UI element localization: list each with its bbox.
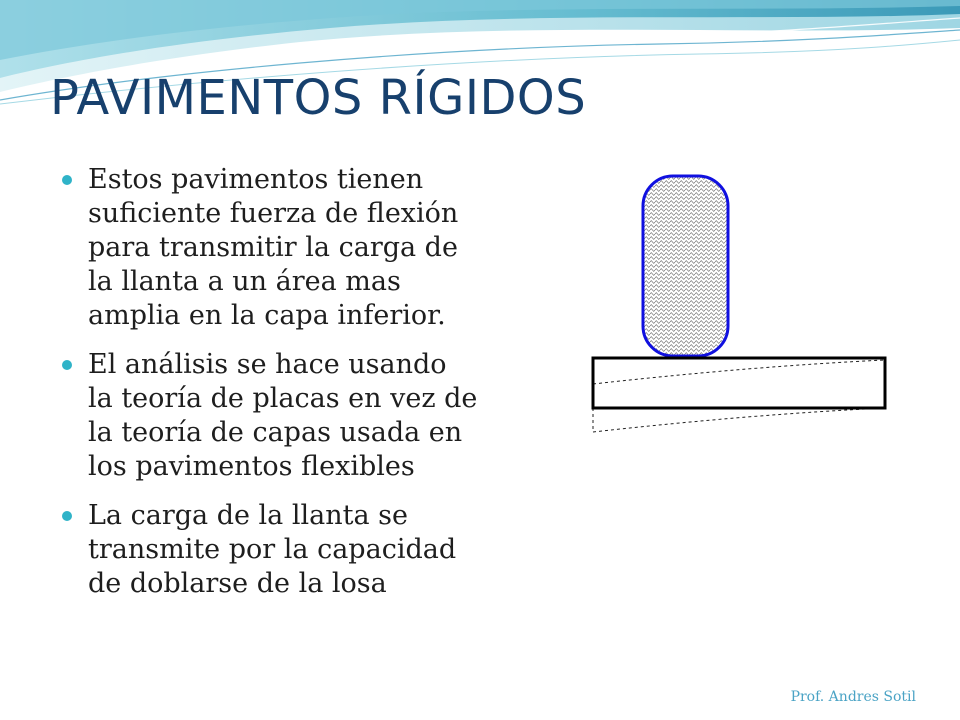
bullet-line: Estos pavimentos tienen (88, 164, 424, 195)
footer-author: Prof. Andres Sotil (790, 689, 916, 705)
bullet-dot-icon (62, 511, 72, 521)
bullet-item (62, 163, 512, 333)
bullet-line: amplia en la capa inferior. (88, 300, 446, 331)
bullet-line: suficiente fuerza de flexión (88, 198, 459, 229)
bullet-line: de doblarse de la losa (88, 568, 387, 599)
tire-on-rigid-slab-diagram (585, 170, 935, 440)
right-mask (885, 344, 930, 426)
bullet-line: la llanta a un área mas (88, 266, 401, 297)
deflected-slab-outline (593, 360, 885, 432)
bullet-item (62, 499, 512, 601)
bullet-dot-icon (62, 360, 72, 370)
bullet-item (62, 348, 512, 484)
bullet-line: los pavimentos flexibles (88, 451, 415, 482)
bullet-line: transmite por la capacidad (88, 534, 457, 565)
slide-title: PAVIMENTOS RÍGIDOS (50, 70, 587, 126)
tire-shape (643, 176, 728, 356)
rigid-slab (593, 358, 885, 408)
bullet-line: La carga de la llanta se (88, 500, 408, 531)
bullet-line: la teoría de placas en vez de (88, 383, 478, 414)
bullet-line: para transmitir la carga de (88, 232, 458, 263)
bullet-line: la teoría de capas usada en (88, 417, 463, 448)
bullet-line: El análisis se hace usando (88, 349, 447, 380)
bullet-list (62, 163, 512, 616)
bullet-dot-icon (62, 175, 72, 185)
